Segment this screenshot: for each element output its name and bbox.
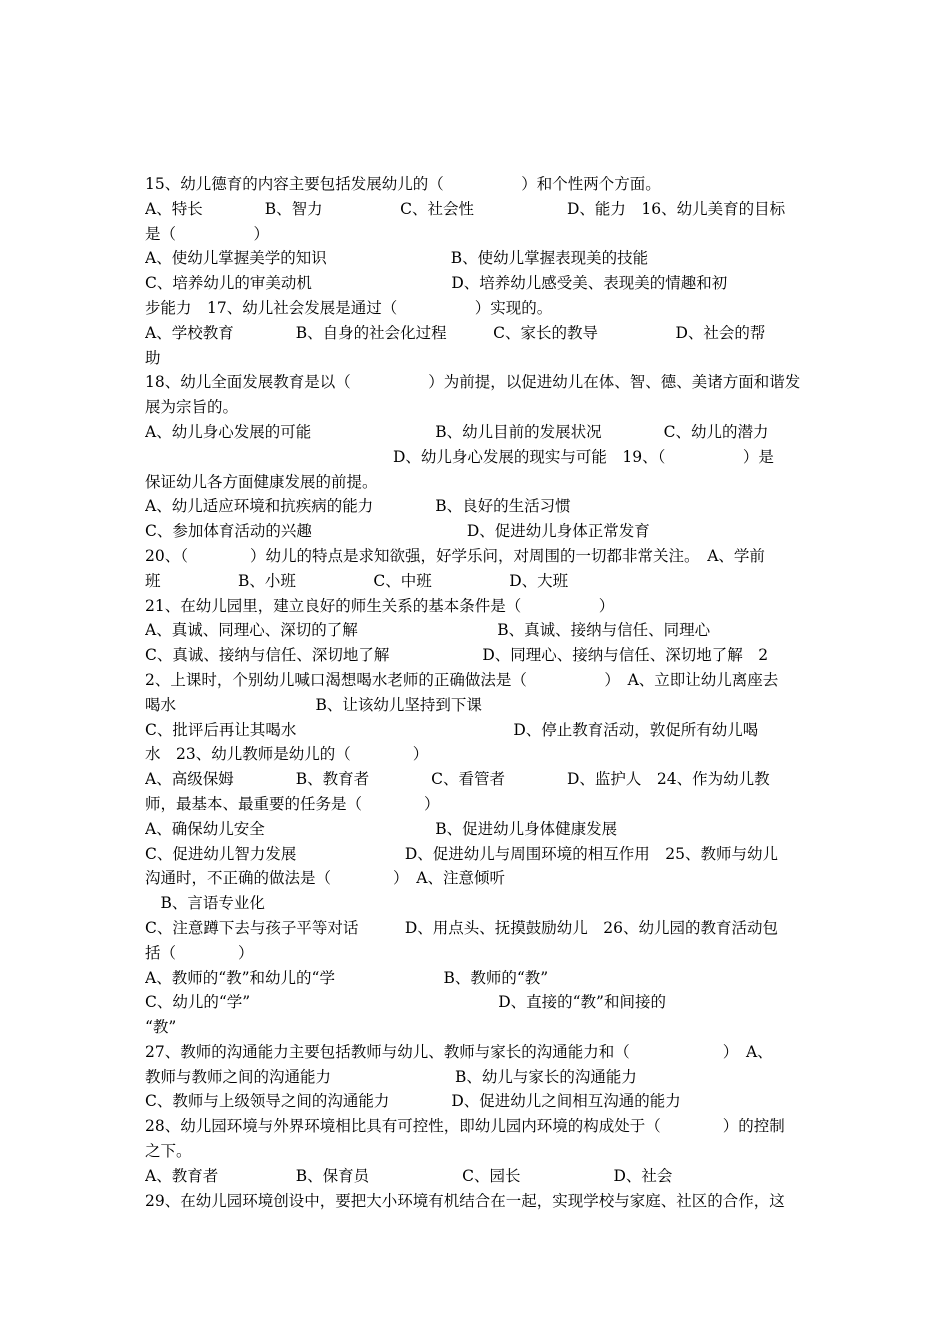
text-line: 师，最基本、最重要的任务是（ ）: [145, 794, 440, 813]
text-line: A、教师的“教”和幼儿的“学 B、教师的“教”: [145, 968, 549, 987]
text-line: 水 23、幼儿教师是幼儿的（ ）: [145, 745, 429, 764]
text-line: C、真诚、接纳与信任、深切地了解 D、同理心、接纳与信任、深切地了解 2: [145, 646, 769, 665]
text-line: A、幼儿身心发展的可能 B、幼儿目前的发展状况 C、幼儿的潜力: [145, 422, 769, 441]
text-line: C、培养幼儿的审美动机 D、培养幼儿感受美、表现美的情趣和初: [145, 274, 728, 293]
text-line: 助: [145, 348, 161, 367]
text-line: 教师与教师之间的沟通能力 B、幼儿与家长的沟通能力: [145, 1067, 637, 1086]
text-line: 18、幼儿全面发展教育是以（ ）为前提，以促进幼儿在体、智、德、美诸方面和谐发: [145, 373, 801, 392]
text-line: 保证幼儿各方面健康发展的前提。: [145, 472, 378, 491]
text-line: C、参加体育活动的兴趣 D、促进幼儿身体正常发育: [145, 522, 650, 541]
text-line: C、注意蹲下去与孩子平等对话 D、用点头、抚摸鼓励幼儿 26、幼儿园的教育活动包: [145, 918, 779, 937]
text-line: 是（ ）: [145, 224, 270, 243]
text-line: C、幼儿的“学” D、直接的“教”和间接的: [145, 993, 666, 1012]
text-line: 括（ ）: [145, 943, 254, 962]
text-line: 2、上课时，个别幼儿喊口渴想喝水老师的正确做法是（ ） A、立即让幼儿离座去: [145, 670, 779, 689]
text-line: D、幼儿身心发展的现实与可能 19、（ ）是: [145, 447, 774, 466]
text-line: A、教育者 B、保育员 C、园长 D、社会: [145, 1166, 673, 1185]
text-line: 喝水 B、让该幼儿坚持到下课: [145, 695, 482, 714]
text-line: “教”: [145, 1018, 177, 1037]
text-line: C、教师与上级领导之间的沟通能力 D、促进幼儿之间相互沟通的能力: [145, 1092, 681, 1111]
text-line: 27、教师的沟通能力主要包括教师与幼儿、教师与家长的沟通能力和（ ） A、: [145, 1042, 773, 1061]
text-line: 班 B、小班 C、中班 D、大班: [145, 571, 569, 590]
text-line: C、批评后再让其喝水 D、停止教育活动，敦促所有幼儿喝: [145, 720, 759, 739]
document-page: [145, 172, 807, 1213]
text-line: 步能力 17、幼儿社会发展是通过（ ）实现的。: [145, 298, 553, 317]
text-line: 20、（ ）幼儿的特点是求知欲强，好学乐问，对周围的一切都非常关注。 A、学前: [145, 546, 765, 565]
text-line: A、使幼儿掌握美学的知识 B、使幼儿掌握表现美的技能: [145, 249, 649, 268]
text-line: A、确保幼儿安全 B、促进幼儿身体健康发展: [145, 819, 618, 838]
text-line: 15、幼儿德育的内容主要包括发展幼儿的（ ）和个性两个方面。: [145, 175, 661, 193]
text-line: A、幼儿适应环境和抗疾病的能力 B、良好的生活习惯: [145, 497, 571, 516]
text-line: B、言语专业化: [145, 894, 265, 913]
text-line: A、高级保姆 B、教育者 C、看管者 D、监护人 24、作为幼儿教: [145, 770, 770, 789]
text-line: 沟通时，不正确的做法是（ ） A、注意倾听: [145, 869, 505, 888]
text-line: A、真诚、同理心、深切的了解 B、真诚、接纳与信任、同理心: [145, 621, 711, 640]
text-line: A、特长 B、智力 C、社会性 D、能力 16、幼儿美育的目标: [145, 199, 786, 218]
text-line: C、促进幼儿智力发展 D、促进幼儿与周围环境的相互作用 25、教师与幼儿: [145, 844, 779, 863]
text-line: 28、幼儿园环境与外界环境相比具有可控性，即幼儿园内环境的构成处于（ ）的控制: [145, 1117, 785, 1136]
text-line: 之下。: [145, 1142, 192, 1161]
text-line: 21、在幼儿园里，建立良好的师生关系的基本条件是（ ）: [145, 596, 615, 615]
text-line: 展为宗旨的。: [145, 398, 239, 417]
text-line: A、学校教育 B、自身的社会化过程 C、家长的教导 D、社会的帮: [145, 323, 766, 342]
text-line: 29、在幼儿园环境创设中，要把大小环境有机结合在一起，实现学校与家庭、社区的合作，这: [145, 1191, 785, 1210]
